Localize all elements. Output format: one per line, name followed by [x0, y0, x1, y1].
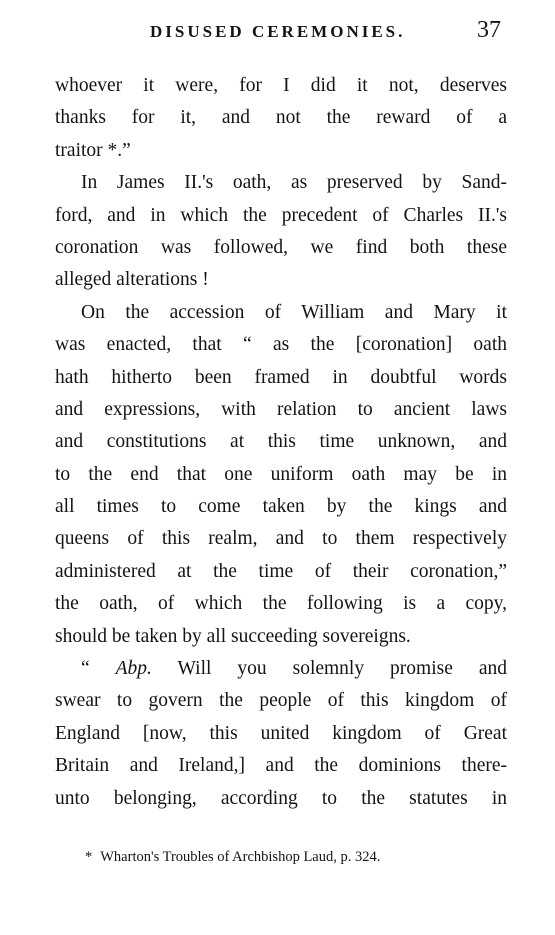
text-line: was enacted, that “ as the [coronation] oath — [55, 334, 507, 356]
text-line: In James II.'s oath, as preserved by Sand- — [81, 172, 507, 194]
footnote-mark: * — [85, 849, 93, 865]
text-line: traitor *.” — [55, 139, 131, 161]
text-line: unto belonging, according to the statutes in — [55, 787, 507, 809]
body-text — [55, 70, 507, 815]
text-line: to the end that one uniform oath may be in — [55, 463, 507, 485]
text-line: should be taken by all succeeding sovereigns. — [55, 625, 411, 647]
open-quote: “ — [81, 658, 90, 680]
text-line: administered at the time of their coronation,” — [55, 560, 507, 582]
running-title: DISUSED CEREMONIES. — [150, 22, 406, 41]
text-line: ford, and in which the precedent of Charles II.'s — [55, 204, 507, 226]
text-line: all times to come taken by the kings and — [55, 496, 507, 518]
text-line: hath hitherto been framed in doubtful words — [55, 366, 507, 388]
text-line: the oath, of which the following is a copy, — [55, 593, 507, 615]
text-line: queens of this realm, and to them respectively — [55, 528, 507, 550]
text-line: coronation was followed, we find both these — [55, 236, 507, 258]
text-line: England [now, this united kingdom of Great — [55, 722, 507, 744]
footnote-text: Wharton's Troubles of Archbishop Laud, p. 324. — [100, 849, 381, 865]
speaker-label: Abp. — [115, 658, 152, 680]
text-line: thanks for it, and not the reward of a — [55, 107, 507, 129]
text-line: swear to govern the people of this kingdom of — [55, 690, 507, 712]
page-number: 37 — [477, 17, 501, 43]
text-line: Will you solemnly promise and — [177, 658, 508, 680]
footnote — [85, 849, 380, 866]
text-line: and constitutions at this time unknown, and — [55, 431, 507, 453]
text-line: On the accession of William and Mary it — [81, 301, 507, 323]
text-line: whoever it were, for I did it not, deserves — [55, 75, 507, 96]
text-line: and expressions, with relation to ancient laws — [55, 398, 507, 420]
text-line: alleged alterations ! — [55, 269, 209, 291]
text-line: Britain and Ireland,] and the dominions there- — [55, 755, 507, 777]
speaker-line — [55, 653, 507, 685]
